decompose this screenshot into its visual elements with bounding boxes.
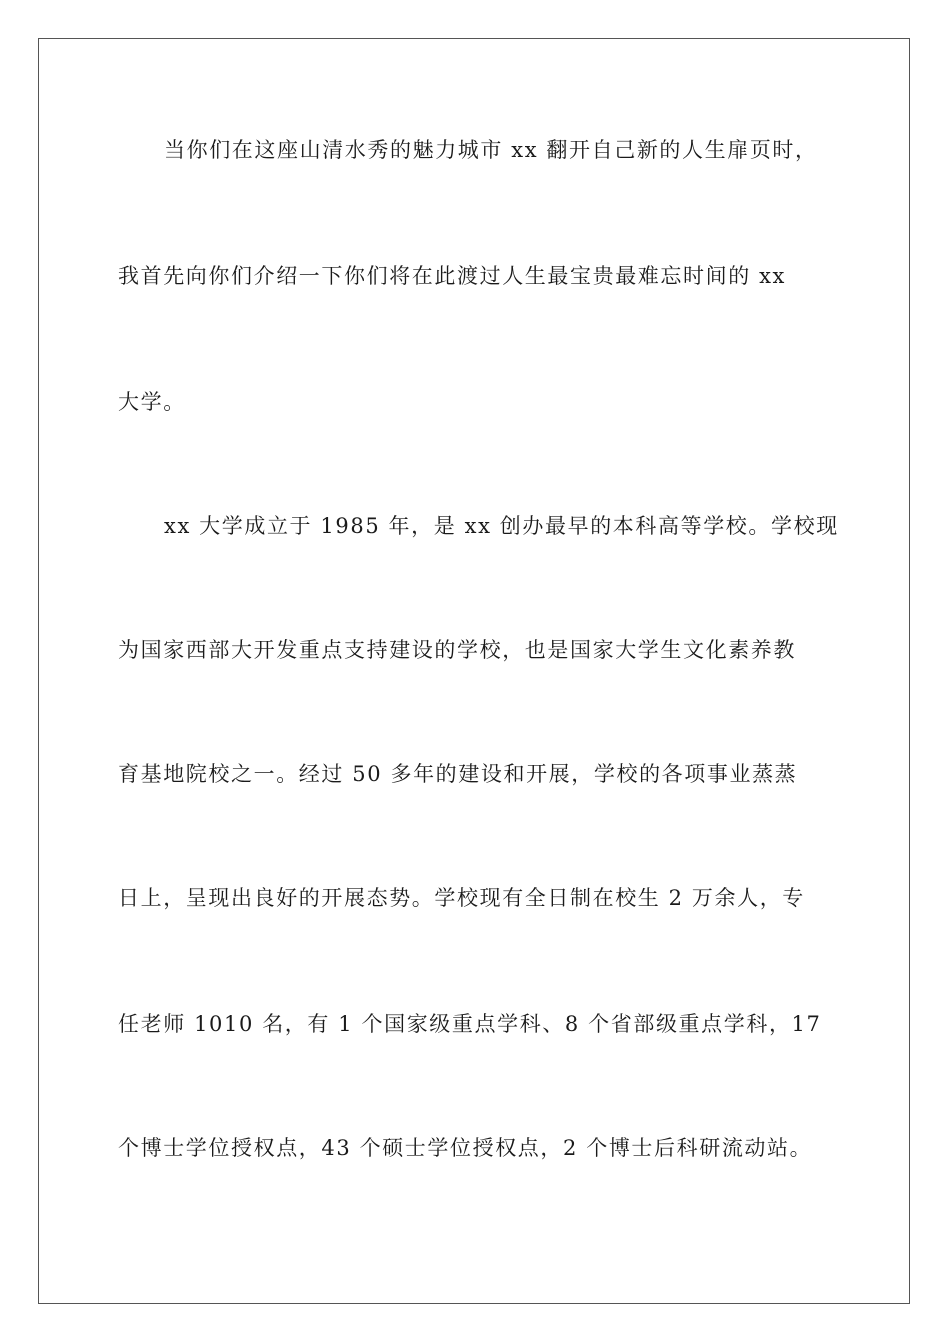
paragraph-2-line-1: xx 大学成立于 1985 年，是 xx 创办最早的本科高等学校。学校现 xyxy=(164,514,839,538)
paragraph-2-line-4: 日上，呈现出良好的开展态势。学校现有全日制在校生 2 万余人，专 xyxy=(118,886,805,910)
paragraph-2-line-6: 个博士学位授权点，43 个硕士学位授权点，2 个博士后科研流动站。 xyxy=(118,1136,813,1160)
page-border xyxy=(38,38,910,1304)
paragraph-2-line-5: 任老师 1010 名，有 1 个国家级重点学科、8 个省部级重点学科，17 xyxy=(118,1012,822,1036)
paragraph-2-line-3: 育基地院校之一。经过 50 多年的建设和开展，学校的各项事业蒸蒸 xyxy=(118,762,798,786)
paragraph-1-line-2: 我首先向你们介绍一下你们将在此渡过人生最宝贵最难忘时间的 xx xyxy=(118,264,786,288)
paragraph-1-line-3: 大学。 xyxy=(118,390,186,414)
paragraph-2-line-2: 为国家西部大开发重点支持建设的学校，也是国家大学生文化素养教 xyxy=(118,638,796,662)
paragraph-1-line-1: 当你们在这座山清水秀的魅力城市 xx 翻开自己新的人生扉页时， xyxy=(164,138,818,162)
